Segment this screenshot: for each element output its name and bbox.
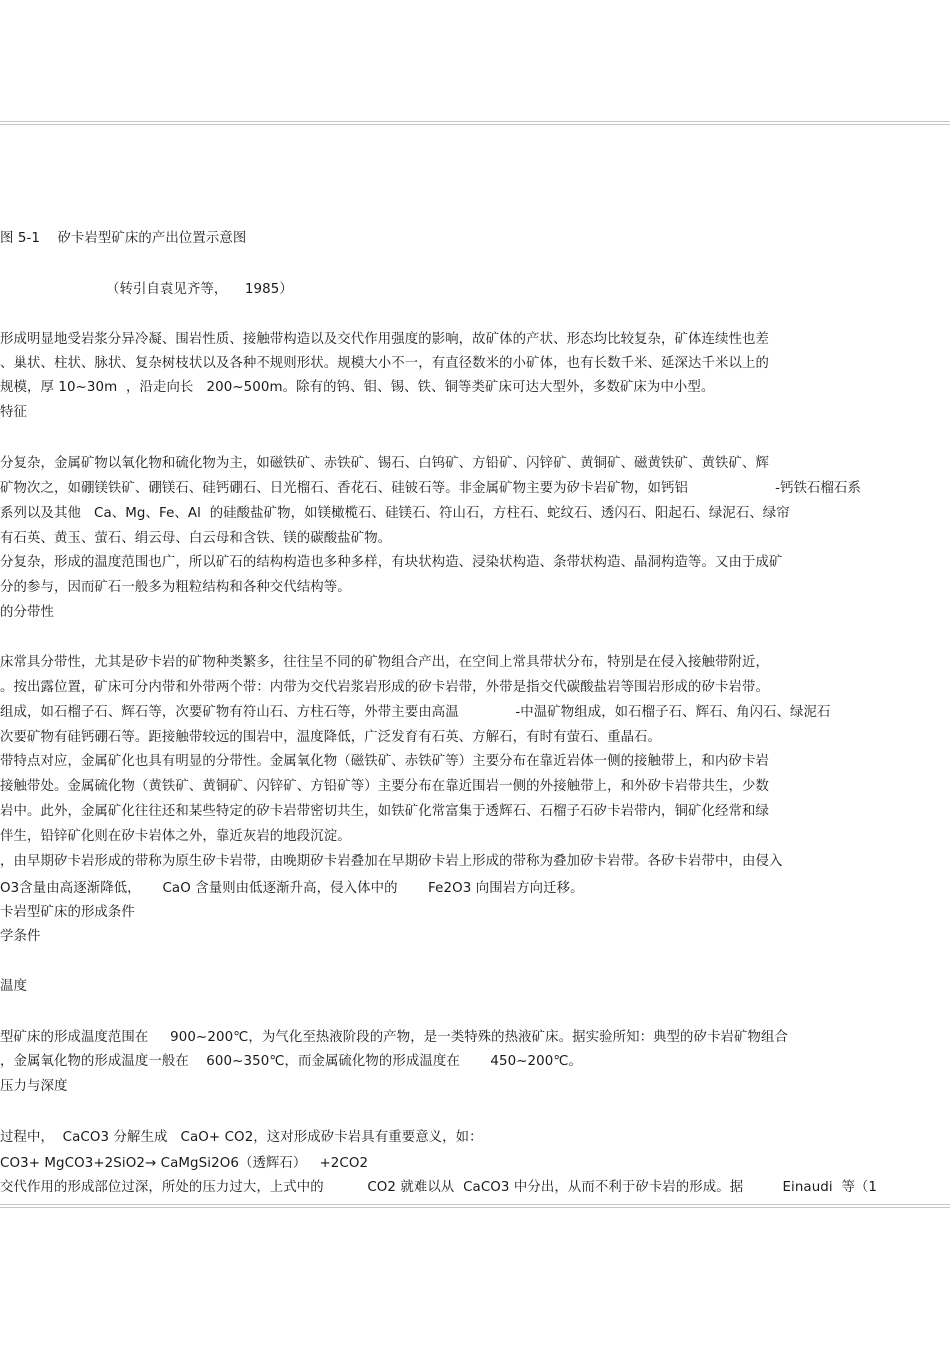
text-line: 分复杂，形成的温度范围也广，所以矿石的结构构造也多种多样，有块状构造、浸染状构造、条带状构造、晶洞构造等。又由于成矿 [0, 555, 783, 570]
text-line: 系列以及其他 Ca、Mg、Fe、Al 的硅酸盐矿物，如镁橄榄石、硅镁石、符山石，方柱石、蛇纹石、透闪石、阳起石、绿泥石、绿帘 [0, 506, 790, 521]
section-heading: 温度 [0, 979, 27, 994]
section-heading: 学条件 [0, 929, 41, 944]
section-heading: 的分带性 [0, 605, 54, 620]
text-line: 床常具分带性，尤其是矽卡岩的矿物种类繁多，往往呈不同的矿物组合产出，在空间上常具带状分布，特别是在侵入接触带附近， [0, 655, 769, 670]
text-line: CO3+ MgCO3+2SiO2→ CaMgSi2O6（透辉石） +2CO2 [0, 1156, 369, 1171]
section-heading: 压力与深度 [0, 1079, 68, 1094]
text-line: 岩中。此外，金属矿化往往还和某些特定的矽卡岩带密切共生，如铁矿化常富集于透辉石、石榴子石矽卡岩带内，铜矿化经常和绿 [0, 804, 769, 819]
top-rule [0, 121, 950, 125]
text-line: O3含量由高逐渐降低， CaO 含量则由低逐渐升高，侵入体中的 Fe2O3 向围岩方向迁移。 [0, 881, 584, 896]
text-line: 分的参与，因而矿石一般多为粗粒结构和各种交代结构等。 [0, 580, 351, 595]
text-line: 带特点对应，金属矿化也具有明显的分带性。金属氧化物（磁铁矿、赤铁矿等）主要分布在靠近岩体一侧的接触带上，和内矽卡岩 [0, 754, 769, 769]
text-line: 次要矿物有硅钙硼石等。距接触带较远的围岩中，温度降低，广泛发育有石英、方解石，有时有萤石、重晶石。 [0, 730, 662, 745]
section-heading: 卡岩型矿床的形成条件 [0, 905, 135, 920]
section-heading: 特征 [0, 405, 27, 420]
text-line: 规模，厚 10~30m ，沿走向长 200~500m。除有的钨、钼、锡、铁、铜等类矿床可达大型外，多数矿床为中小型。 [0, 380, 715, 395]
text-line: ，由早期矽卡岩形成的带称为原生矽卡岩带，由晚期矽卡岩叠加在早期矽卡岩上形成的带称为叠加矽卡岩带。各矽卡岩带中，由侵入 [0, 854, 783, 869]
text-line: 有石英、黄玉、萤石、绢云母、白云母和含铁、镁的碳酸盐矿物。 [0, 531, 392, 546]
figure-source: （转引自袁见齐等， 1985） [106, 282, 293, 297]
text-line: 形成明显地受岩浆分异冷凝、围岩性质、接触带构造以及交代作用强度的影响，故矿体的产状、形态均比较复杂，矿体连续性也差 [0, 332, 769, 347]
text-line: ，金属氧化物的形成温度一般在 600~350℃，而金属硫化物的形成温度在 450~200℃。 [0, 1054, 583, 1069]
bottom-rule [0, 1204, 950, 1208]
text-line: 、巢状、柱状、脉状、复杂树枝状以及各种不规则形状。规模大小不一，有直径数米的小矿体，也有长数千米、延深达千米以上的 [0, 356, 769, 371]
text-line: 伴生，铅锌矿化则在矽卡岩体之外，靠近灰岩的地段沉淀。 [0, 829, 351, 844]
text-line: 组成，如石榴子石、辉石等，次要矿物有符山石、方柱石等，外带主要由高温 -中温矿物组成，如石榴子石、辉石、角闪石、绿泥石 [0, 705, 831, 720]
figure-caption: 图 5-1 矽卡岩型矿床的产出位置示意图 [0, 231, 247, 246]
text-line: 过程中， CaCO3 分解生成 CaO+ CO2，这对形成矽卡岩具有重要意义，如： [0, 1130, 483, 1145]
text-line: 分复杂，金属矿物以氧化物和硫化物为主，如磁铁矿、赤铁矿、锡石、白钨矿、方铅矿、闪锌矿、黄铜矿、磁黄铁矿、黄铁矿、辉 [0, 456, 769, 471]
text-line: 接触带处。金属硫化物（黄铁矿、黄铜矿、闪锌矿、方铅矿等）主要分布在靠近围岩一侧的外接触带上，和外矽卡岩带共生，少数 [0, 779, 769, 794]
text-line: 矿物次之，如硼镁铁矿、硼镁石、硅钙硼石、日光榴石、香花石、硅铍石等。非金属矿物主要为矽卡岩矿物，如钙铝 -钙铁石榴石系 [0, 481, 862, 496]
text-line: 。按出露位置，矿床可分内带和外带两个带：内带为交代岩浆岩形成的矽卡岩带，外带是指交代碳酸盐岩等围岩形成的矽卡岩带。 [0, 680, 769, 695]
text-line: 型矿床的形成温度范围在 900~200℃，为气化至热液阶段的产物，是一类特殊的热液矿床。据实验所知：典型的矽卡岩矿物组合 [0, 1030, 788, 1045]
text-line: 交代作用的形成部位过深，所处的压力过大，上式中的 CO2 就难以从 CaCO3 中分出，从而不利于矽卡岩的形成。据 Einaudi 等（1 [0, 1180, 878, 1195]
